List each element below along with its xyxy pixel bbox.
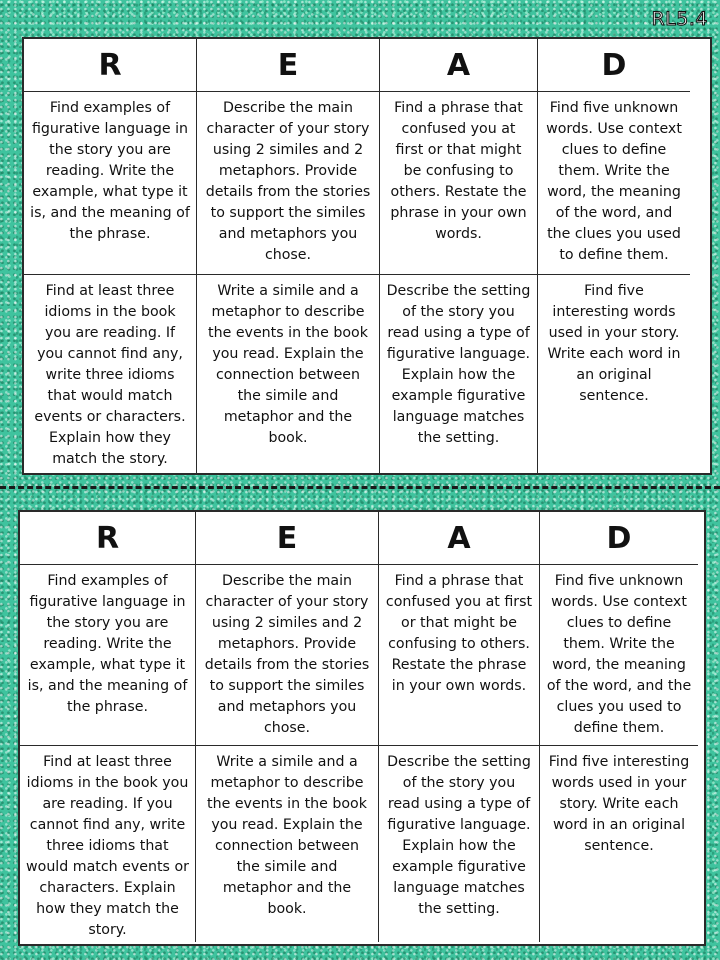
- task-cell: Describe the setting of the story you read using a type of figurative language. Explain how the example figurative language matches the setting.: [379, 746, 540, 942]
- task-cell: Find five unknown words. Use context clues to define them. Write the word, the meaning of the word, and the clues you used to define them.: [540, 565, 698, 746]
- task-cell: Find a phrase that confused you at first or that might be confusing to others. Restate the phrase in your own words.: [379, 565, 540, 746]
- column-header-a: A: [379, 512, 540, 565]
- task-cell: Find a phrase that confused you at first or that might be confusing to others. Restate the phrase in your own words.: [380, 92, 538, 275]
- column-header-e: E: [197, 39, 380, 92]
- task-cell: Describe the main character of your story using 2 similes and 2 metaphors. Provide details from the stories to support the similes and metaphors you chose.: [197, 92, 380, 275]
- task-cell: Describe the setting of the story you read using a type of figurative language. Explain how the example figurative language matches the setting.: [380, 275, 538, 474]
- task-cell: Find five unknown words. Use context clues to define them. Write the word, the meaning of the word, and the clues you used to define them.: [538, 92, 690, 275]
- task-cell: Find examples of figurative language in the story you are reading. Write the example, what type it is, and the meaning of the phrase.: [20, 565, 196, 746]
- task-cell: Write a simile and a metaphor to describe the events in the book you read. Explain the connection between the simile and metaphor and the book.: [196, 746, 379, 942]
- read-choice-board-top: [22, 37, 712, 475]
- task-cell: Find five interesting words used in your story. Write each word in an original sentence.: [548, 754, 690, 854]
- task-cell: Find five interesting words used in your story. Write each word in an original sentence.: [547, 283, 681, 404]
- read-choice-board-bottom: [18, 510, 706, 946]
- task-cell: Describe the main character of your story using 2 similes and 2 metaphors. Provide details from the stories to support the similes and metaphors you chose.: [196, 565, 379, 746]
- task-cell: Find examples of figurative language in the story you are reading. Write the example, what type it is, and the meaning of the phrase.: [24, 92, 197, 275]
- cut-line-divider: [0, 486, 720, 489]
- task-cell: Find at least three idioms in the book you are reading. If you cannot find any, write three idioms that would match events or characters. Explain how they match the story.: [24, 275, 197, 474]
- column-header-r: R: [24, 39, 197, 92]
- column-header-a: A: [380, 39, 538, 92]
- column-header-r: R: [20, 512, 196, 565]
- task-cell: Write a simile and a metaphor to describe the events in the book you read. Explain the connection between the simile and metaphor and the book.: [197, 275, 380, 474]
- column-header-d: D: [540, 512, 698, 565]
- standard-code-label: RL5.4: [651, 8, 708, 30]
- column-header-e: E: [196, 512, 379, 565]
- column-header-d: D: [538, 39, 690, 92]
- task-cell: Find at least three idioms in the book you are reading. If you cannot find any, write three idioms that would match events or characters. Explain how they match the story.: [20, 746, 196, 942]
